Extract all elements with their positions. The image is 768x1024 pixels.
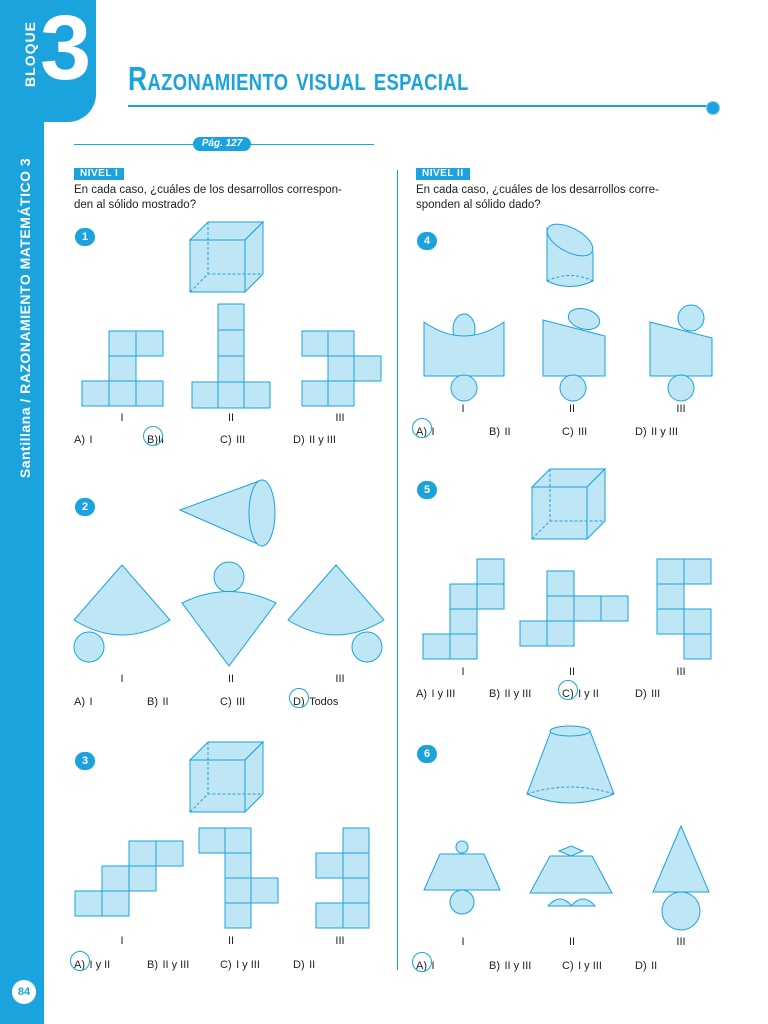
q3-option-b[interactable]: B) II y III — [147, 959, 190, 971]
question-3-number: 3 — [75, 752, 95, 770]
q2-roman-1: I — [120, 673, 124, 685]
page-number: 84 — [12, 980, 36, 1004]
answer-circle — [558, 680, 578, 700]
q2-roman-3: III — [335, 673, 345, 685]
q5-net-2 — [520, 571, 628, 646]
q6-net-1 — [424, 841, 500, 914]
q6-net-2 — [530, 846, 612, 906]
nivel-1-instruction-2: den al sólido mostrado? — [74, 199, 197, 211]
nivel-1-instruction-1: En cada caso, ¿cuáles de los desarrollos correspon- — [74, 184, 342, 196]
q3-option-d[interactable]: D) II — [293, 959, 316, 971]
q5-option-a[interactable]: A) I y III — [416, 688, 456, 700]
answer-circle — [70, 951, 90, 971]
answer-circle — [143, 426, 163, 446]
q4-option-b[interactable]: B) II — [489, 426, 511, 438]
q4-roman-2: II — [568, 403, 576, 415]
q2-option-c[interactable]: C) III — [220, 696, 246, 708]
q4-net-1 — [424, 314, 504, 401]
q1-net-3 — [302, 331, 381, 406]
q2-net-1 — [74, 565, 170, 662]
q1-option-d[interactable]: D) II y III — [293, 434, 336, 446]
q3-option-a[interactable]: A) I y II — [74, 955, 110, 973]
q1-net-1 — [82, 331, 163, 406]
q1-option-c[interactable]: C) III — [220, 434, 246, 446]
q6-roman-1: I — [461, 936, 465, 948]
q6-option-a[interactable]: A) I — [416, 956, 435, 974]
q5-roman-2: II — [568, 666, 576, 678]
q2-option-b[interactable]: B) II — [147, 696, 169, 708]
q5-option-b[interactable]: B) II y III — [489, 688, 532, 700]
q4-option-a[interactable]: A) I — [416, 422, 435, 440]
question-4-number: 4 — [417, 232, 437, 250]
nivel-2-label: NIVEL II — [416, 168, 470, 180]
q6-roman-2: II — [568, 936, 576, 948]
q5-net-1 — [423, 559, 504, 659]
nivel-1-label: NIVEL I — [74, 168, 124, 180]
q6-frustum — [527, 726, 614, 803]
q5-cube — [532, 469, 605, 539]
q4-net-3 — [650, 305, 712, 401]
bloque-label: BLOQUE — [22, 21, 38, 87]
q1-net-2 — [192, 304, 270, 408]
nivel-2-instruction-2: sponden al sólido dado? — [416, 199, 541, 211]
answer-circle — [412, 952, 432, 972]
q1-option-a[interactable]: A) I — [74, 434, 93, 446]
q5-roman-1: I — [461, 666, 465, 678]
q1-roman-2: II — [227, 412, 235, 424]
q3-roman-1: I — [120, 935, 124, 947]
page-title: Razonamiento visual espacial — [128, 60, 469, 97]
page-ref-badge: Pág. 127 — [193, 137, 251, 151]
q2-net-3 — [288, 565, 384, 662]
q6-option-c[interactable]: C) I y III — [562, 960, 602, 972]
nivel-2-instruction-1: En cada caso, ¿cuáles de los desarrollos corre- — [416, 184, 659, 196]
q2-roman-2: II — [227, 673, 235, 685]
q2-cone — [180, 480, 275, 546]
q1-roman-3: III — [335, 412, 345, 424]
q3-option-c[interactable]: C) I y III — [220, 959, 260, 971]
question-6-number: 6 — [417, 745, 437, 763]
q5-option-d[interactable]: D) III — [635, 688, 661, 700]
q6-option-b[interactable]: B) II y III — [489, 960, 532, 972]
q6-option-d[interactable]: D) II — [635, 960, 658, 972]
question-2-number: 2 — [75, 498, 95, 516]
q2-net-2 — [182, 562, 276, 666]
q3-net-1 — [75, 841, 183, 916]
q2-option-d[interactable]: D) Todos — [293, 692, 338, 710]
q4-roman-1: I — [461, 403, 465, 415]
answer-circle — [289, 688, 309, 708]
q1-roman-1: I — [120, 412, 124, 424]
question-1-number: 1 — [75, 228, 95, 246]
q5-option-c[interactable]: C) I y II — [562, 684, 599, 702]
q4-option-c[interactable]: C) III — [562, 426, 588, 438]
bloque-number: 3 — [40, 0, 92, 99]
q4-net-2 — [543, 305, 605, 401]
q4-roman-3: III — [676, 403, 686, 415]
q4-option-d[interactable]: D) II y III — [635, 426, 678, 438]
question-5-number: 5 — [417, 481, 437, 499]
q1-cube — [190, 222, 263, 292]
q6-roman-3: III — [676, 936, 686, 948]
q5-net-3 — [657, 559, 711, 659]
answer-circle — [412, 418, 432, 438]
q3-net-2 — [199, 828, 278, 928]
sidebar-text: Santillana / RAZONAMIENTO MATEMÁTICO 3 — [17, 157, 33, 479]
q3-roman-2: II — [227, 935, 235, 947]
q3-cube — [190, 742, 263, 812]
q4-cylinder — [542, 218, 597, 287]
q2-option-a[interactable]: A) I — [74, 696, 93, 708]
q5-roman-3: III — [676, 666, 686, 678]
q6-net-3 — [653, 826, 709, 930]
q3-net-3 — [316, 828, 369, 928]
q3-roman-3: III — [335, 935, 345, 947]
q1-option-b[interactable]: B)II — [147, 430, 164, 448]
